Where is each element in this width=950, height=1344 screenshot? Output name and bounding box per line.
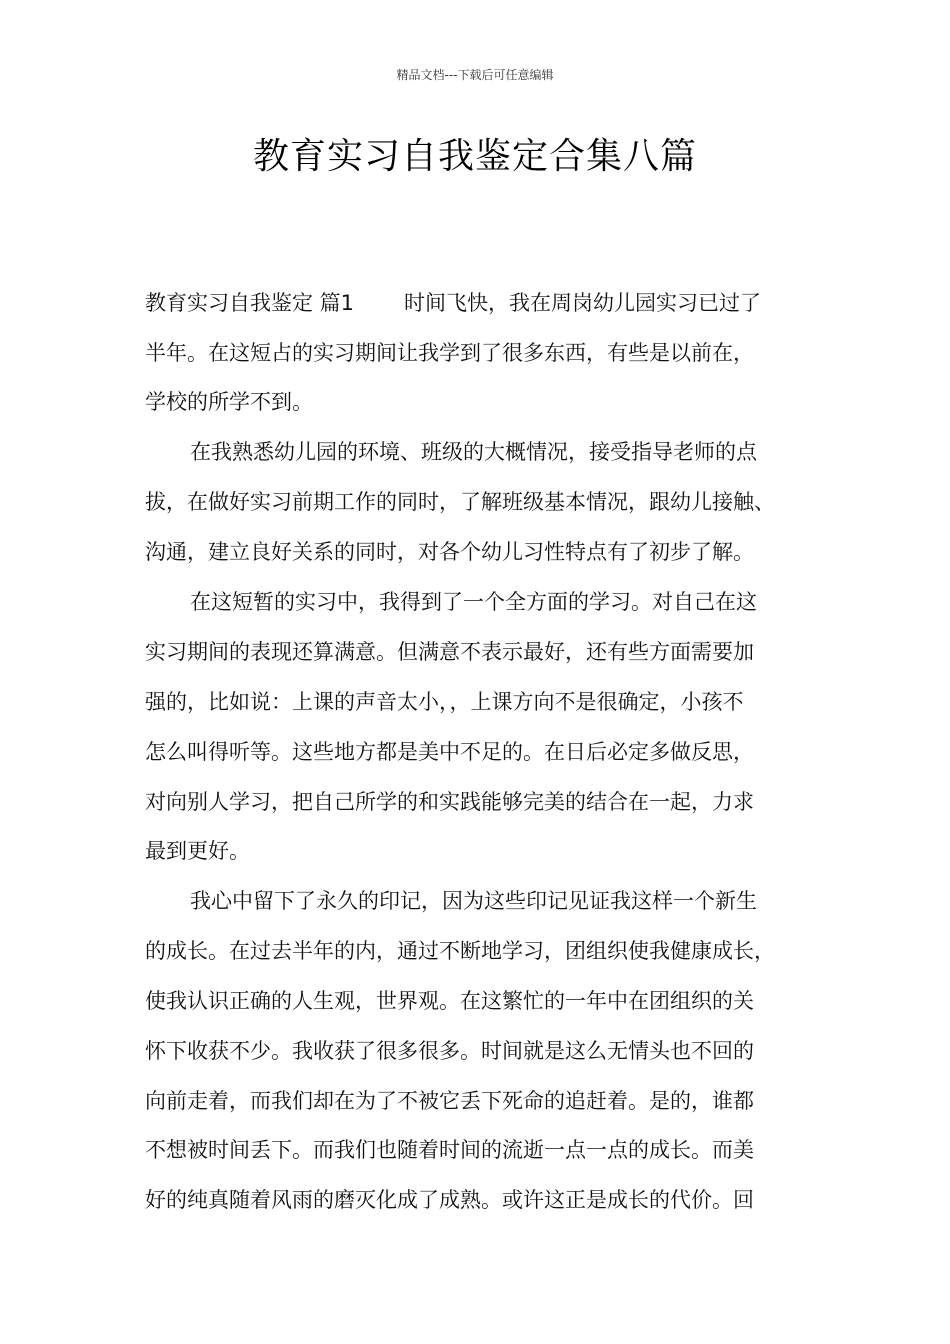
body-line: 怎么叫得听等。这些地方都是美中不足的。在日后必定多做反思，	[145, 740, 754, 764]
body-line: 怀下收获不少。我收获了很多很多。时间就是这么无情头也不回的	[145, 1039, 754, 1063]
body-line: 强的，比如说：上课的声音太小，，上课方向不是很确定，小孩不	[145, 690, 744, 714]
body-line: 对向别人学习，把自己所学的和实践能够完美的结合在一起，力求	[145, 790, 754, 814]
body-line: 半年。在这短占的实习期间让我学到了很多东西，有些是以前在，	[145, 341, 754, 365]
body-line: 好的纯真随着风雨的磨灭化成了成熟。或许这正是成长的代价。回	[145, 1188, 754, 1212]
paragraph-start-line: 在我熟悉幼儿园的环境、班级的大概情况，接受指导老师的点	[190, 440, 757, 464]
body-line: 不想被时间丢下。而我们也随着时间的流逝一点一点的成长。而美	[145, 1138, 754, 1162]
document-title: 教育实习自我鉴定合集八篇	[252, 136, 697, 177]
body-line: 学校的所学不到。	[145, 390, 313, 414]
body-line: 沟通，建立良好关系的同时，对各个幼儿习性特点有了初步了解。	[145, 540, 754, 564]
body-line: 时间飞快，我在周岗幼儿园实习已过了	[404, 291, 762, 315]
section-heading: 教育实习自我鉴定 篇1	[145, 291, 355, 315]
body-line: 最到更好。	[145, 839, 250, 863]
body-line: 使我认识正确的人生观，世界观。在这繁忙的一年中在团组织的关	[145, 989, 754, 1013]
body-line: 的成长。在过去半年的内，通过不断地学习，团组织使我健康成长，	[145, 939, 775, 963]
body-line-first	[145, 287, 761, 317]
body-line: 实习期间的表现还算满意。但满意不表示最好，还有些方面需要加	[145, 640, 754, 664]
body-line: 拔，在做好实习前期工作的同时，了解班级基本情况，跟幼儿接触、	[145, 490, 775, 514]
paragraph-start-line: 我心中留下了永久的印记，因为这些印记见证我这样一个新生	[190, 889, 757, 913]
page-header-note: 精品文档---下载后可任意编辑	[396, 68, 554, 82]
paragraph-start-line: 在这短暂的实习中，我得到了一个全方面的学习。对自己在这	[190, 590, 757, 614]
body-line: 向前走着，而我们却在为了不被它丢下死命的追赶着。是的，谁都	[145, 1089, 754, 1113]
